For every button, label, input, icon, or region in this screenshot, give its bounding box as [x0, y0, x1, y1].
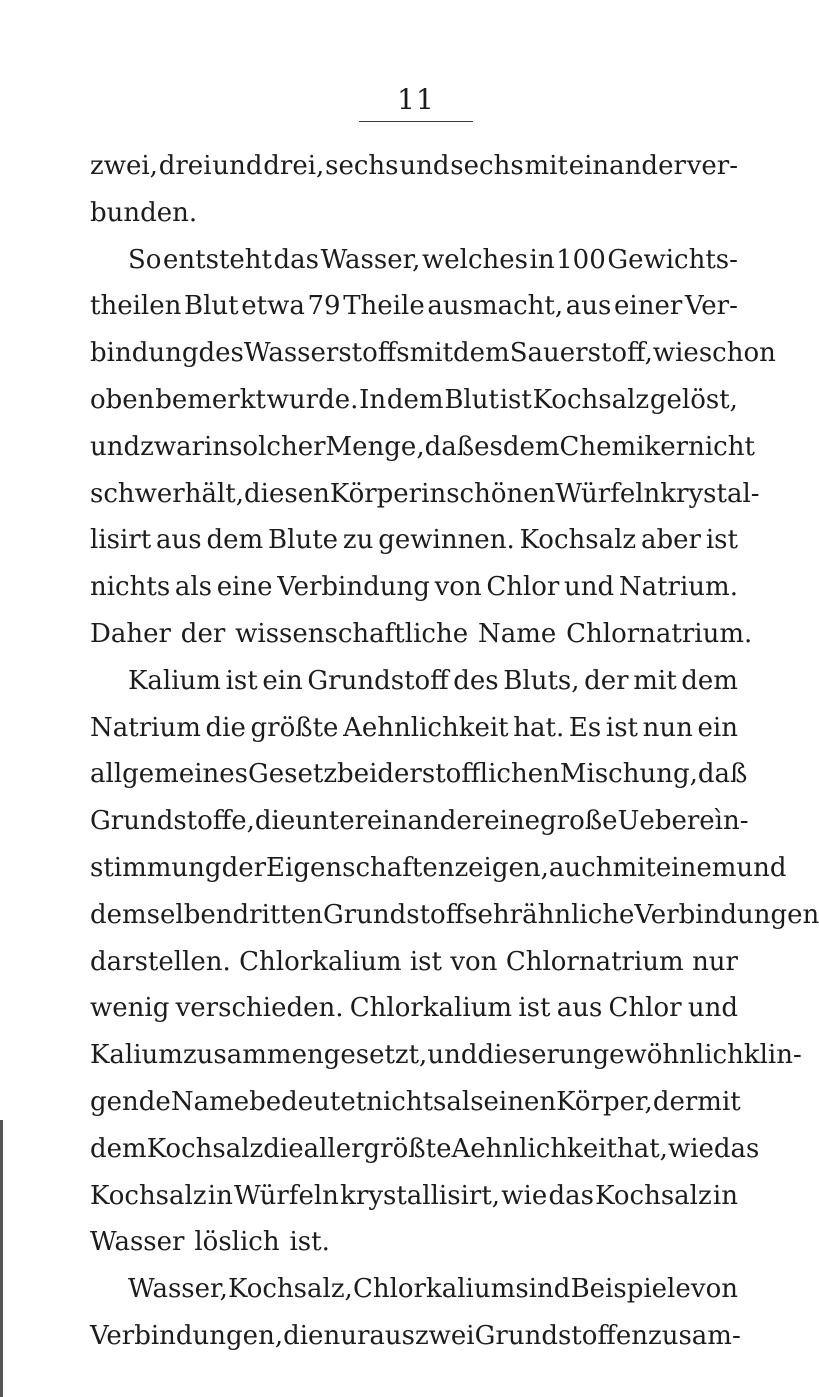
text-line: stimmung der Eigenschaften zeigen, auch mit einem und — [90, 852, 787, 883]
body-text — [90, 143, 819, 1360]
text-line: oben bemerkt wurde. In dem Blut ist Kochsalz gelöst, — [90, 384, 738, 415]
text-line: und zwar in solcher Menge, daß es dem Chemiker nicht — [90, 431, 755, 462]
text-line: nichts als eine Verbindung von Chlor und Natrium. — [90, 572, 738, 603]
text-line: theilen Blut etwa 79 Theile ausmacht, aus einer Ver- — [90, 291, 738, 322]
text-line: zwei, drei und drei, sechs und sechs mit einander ver- — [90, 151, 738, 181]
text-line: lisirt aus dem Blute zu gewinnen. Kochsalz aber ist — [90, 525, 738, 556]
header-rule — [359, 121, 473, 122]
text-line: Wasser, Kochsalz, Chlorkalium sind Beispiele von — [128, 1274, 738, 1305]
text-line: Natrium die größte Aehnlichkeit hat. Es ist nun ein — [90, 712, 738, 743]
page-number: 11 — [397, 83, 435, 116]
text-line: demselben dritten Grundstoff sehr ähnliche Verbindungen — [90, 899, 819, 930]
text-line: allgemeines Gesetz bei der stofflichen Mischung, daß — [90, 759, 748, 790]
text-line: Daher der wissenschaftliche Name Chlornatrium. — [90, 618, 753, 649]
text-line: Verbindungen, die nur aus zwei Grundstoffen zusam- — [90, 1320, 741, 1351]
text-line: wenig verschieden. Chlorkalium ist aus Chlor und — [90, 993, 738, 1024]
page-edge-shadow — [0, 1120, 3, 1397]
text-line: Kochsalz in Würfeln krystallisirt, wie das Kochsalz in — [90, 1180, 738, 1211]
text-line: Wasser löslich ist. — [90, 1227, 330, 1258]
text-line: Kalium zusammengesetzt, und dieser ungewöhnlich klin- — [90, 1040, 802, 1071]
text-line: darstellen. Chlorkalium ist von Chlornatrium nur — [90, 946, 738, 977]
text-line: Kalium ist ein Grundstoff des Bluts, der mit dem — [128, 665, 738, 696]
text-line: schwer hält, diesen Körper in schönen Würfeln krystal- — [90, 478, 760, 509]
text-line: bindung des Wasserstoffs mit dem Sauerstoff, wie schon — [90, 338, 776, 369]
text-line: Grundstoffe, die unter einander eine große Uebereìn- — [90, 806, 749, 837]
text-line: dem Kochsalz die allergrößte Aehnlichkeit hat, wie das — [90, 1133, 760, 1164]
text-line: gende Name bedeutet nichts als einen Körper, der mit — [90, 1086, 741, 1117]
text-line: So entsteht das Wasser, welches in 100 Gewichts- — [128, 244, 738, 275]
text-line: bunden. — [90, 197, 198, 228]
